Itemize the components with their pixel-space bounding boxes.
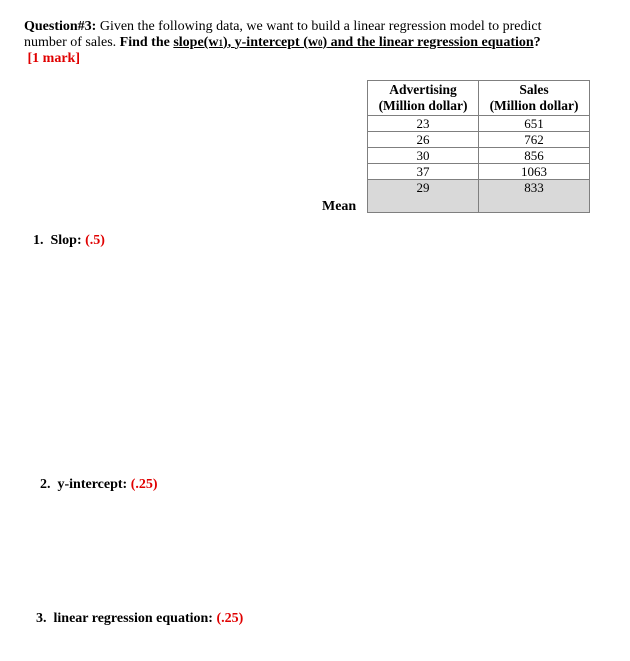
sales-cell: 651	[479, 116, 590, 132]
advertising-cell: 37	[368, 164, 479, 180]
mean-row	[368, 180, 590, 213]
answer-mark: (.5)	[85, 233, 105, 248]
question-line-1	[24, 19, 604, 35]
question-line-2	[24, 35, 604, 51]
mean-label: Mean	[322, 199, 357, 214]
header-sales: Sales (Million dollar)	[479, 81, 590, 116]
answer-slope	[33, 233, 105, 249]
sales-cell: 762	[479, 132, 590, 148]
answer-intercept	[40, 477, 158, 493]
data-table	[367, 80, 590, 213]
answer-label: linear regression equation:	[53, 611, 217, 626]
slope-term: slope(w1), y-intercept (w0) and the linear regression equation	[173, 35, 534, 50]
answer-mark: (.25)	[216, 611, 244, 626]
answer-label: Slop:	[50, 233, 86, 248]
answer-number: 1.	[33, 233, 44, 248]
advertising-cell: 30	[368, 148, 479, 164]
sales-cell: 1063	[479, 164, 590, 180]
header-advertising: Advertising (Million dollar)	[368, 81, 479, 116]
table-row	[368, 132, 590, 148]
question-text	[24, 19, 604, 67]
answer-number: 3.	[36, 611, 47, 626]
mean-sales-cell: 833	[479, 180, 590, 213]
answer-mark: (.25)	[130, 477, 158, 492]
find-the-text: Find the	[119, 35, 174, 50]
question-label: Question#3:	[24, 19, 97, 34]
answer-number: 2.	[40, 477, 51, 492]
question-line2-plain: number of sales.	[24, 35, 120, 50]
question-intro: Given the following data, we want to build a linear regression model to predict	[96, 19, 542, 34]
advertising-cell: 23	[368, 116, 479, 132]
question-line-3	[24, 51, 604, 67]
table-row	[368, 164, 590, 180]
question-mark: ?	[533, 35, 541, 50]
table-row	[368, 148, 590, 164]
answer-label: y-intercept:	[57, 477, 131, 492]
table-header-row	[368, 81, 590, 116]
question-marks: [1 mark]	[27, 51, 80, 66]
answer-equation	[36, 611, 243, 627]
advertising-cell: 26	[368, 132, 479, 148]
mean-advertising-cell: 29	[368, 180, 479, 213]
table-row	[368, 116, 590, 132]
sales-cell: 856	[479, 148, 590, 164]
